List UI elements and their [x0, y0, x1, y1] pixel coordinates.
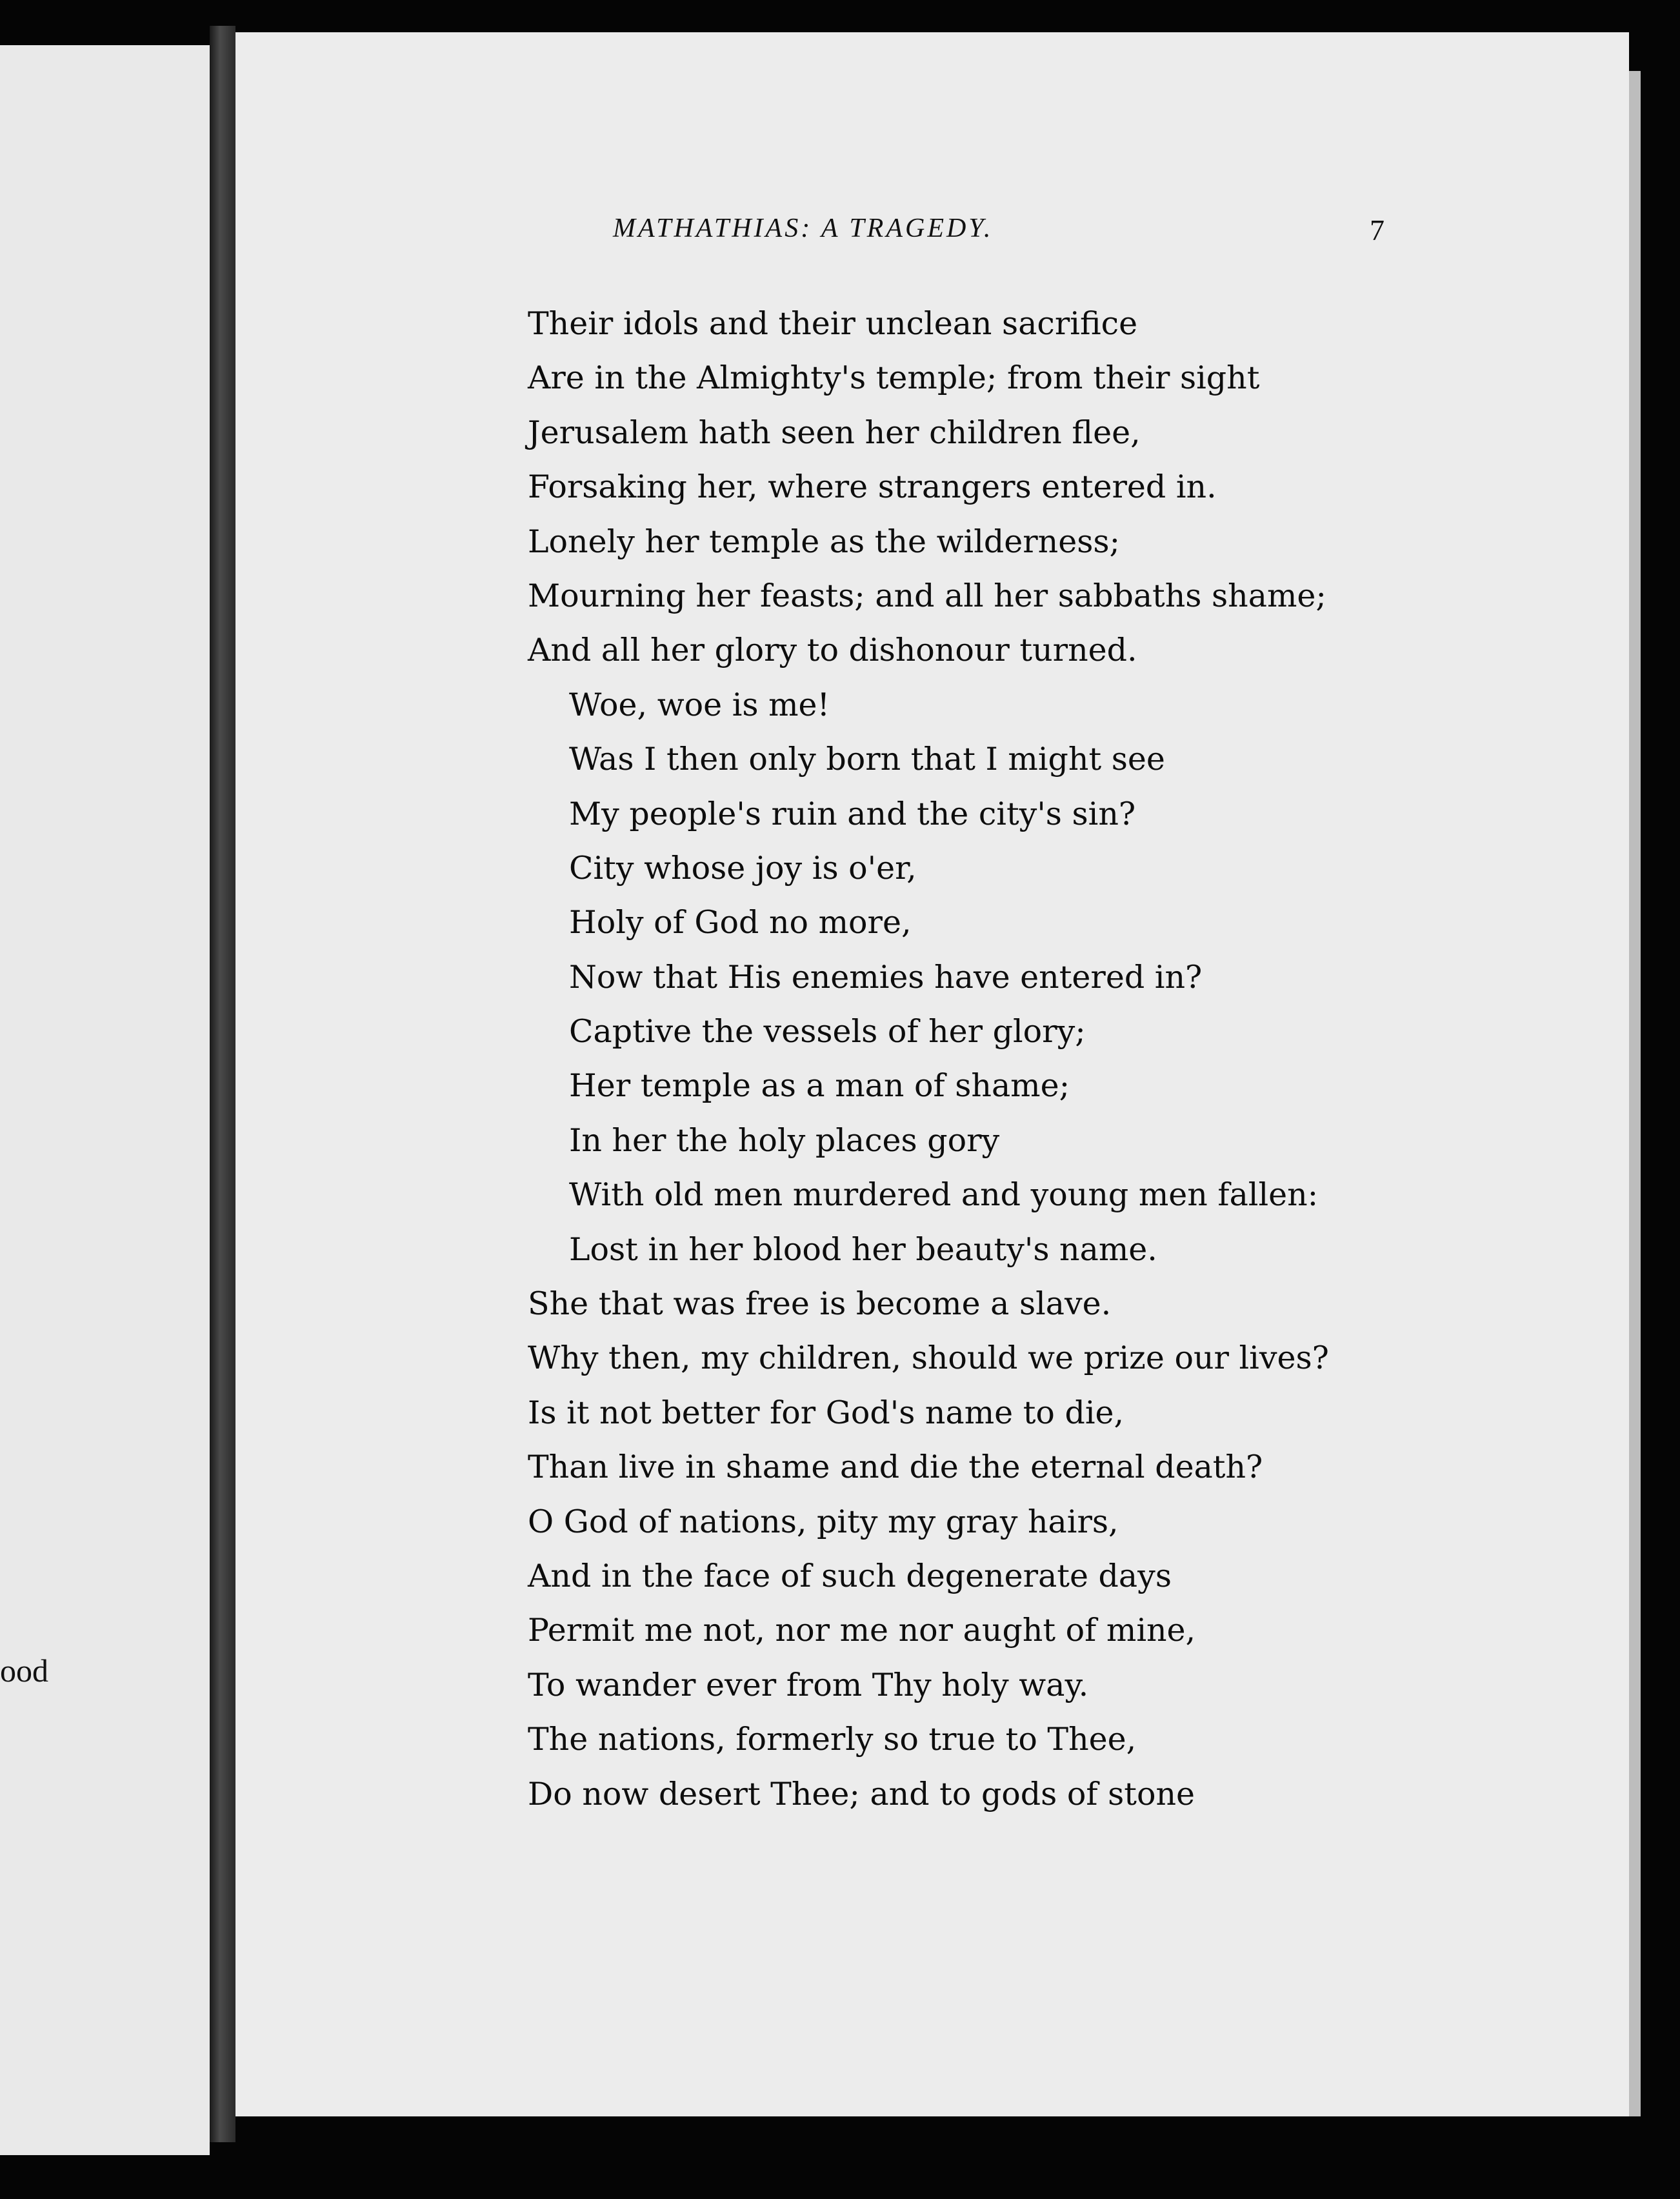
verse-line: Is it not better for God's name to die,	[528, 1394, 1125, 1431]
verse-line-indented: Lost in her blood her beauty's name.	[569, 1230, 1157, 1268]
left-page	[0, 45, 210, 2155]
running-head: MATHATHIAS: A TRAGEDY.	[613, 214, 994, 243]
book-gutter	[210, 26, 235, 2142]
verse-line: Why then, my children, should we prize our lives?	[528, 1340, 1329, 1377]
page-number: 7	[1370, 214, 1385, 246]
verse-line: She that was free is become a slave.	[528, 1285, 1112, 1323]
verse-line: Than live in shame and die the eternal death?	[528, 1449, 1263, 1486]
verse-line: Jerusalem hath seen her children flee,	[528, 414, 1141, 451]
verse-line-indented: Was I then only born that I might see	[569, 741, 1165, 778]
verse-line: The nations, formerly so true to Thee,	[528, 1721, 1137, 1758]
verse-line-indented: Her temple as a man of shame;	[569, 1067, 1070, 1105]
verse-line-indented: In her the holy places gory	[569, 1121, 1000, 1159]
verse-line: Do now desert Thee; and to gods of stone	[528, 1775, 1195, 1812]
verse-line-indented: Holy of God no more,	[569, 904, 912, 941]
verse-line: Are in the Almighty's temple; from their sight	[528, 359, 1260, 397]
verse-line: Permit me not, nor me nor aught of mine,	[528, 1612, 1196, 1649]
verse-line-indented: Captive the vessels of her glory;	[569, 1013, 1086, 1050]
page-edge	[1629, 71, 1641, 2116]
verse-line: To wander ever from Thy holy way.	[528, 1666, 1089, 1703]
verse-block	[528, 297, 1625, 1822]
verse-line-indented: Now that His enemies have entered in?	[569, 958, 1203, 996]
verse-line: And in the face of such degenerate days	[528, 1557, 1172, 1594]
left-page-text-fragment: ood	[0, 1652, 48, 1689]
verse-line-indented: Woe, woe is me!	[569, 686, 830, 723]
verse-line: Mourning her feasts; and all her sabbaths shame;	[528, 577, 1326, 614]
verse-line: And all her glory to dishonour turned.	[528, 632, 1137, 669]
verse-line-indented: With old men murdered and young men fallen:	[569, 1176, 1319, 1214]
verse-line: Forsaking her, where strangers entered in.	[528, 468, 1217, 506]
verse-line: O God of nations, pity my gray hairs,	[528, 1503, 1119, 1540]
verse-line: Their idols and their unclean sacrifice	[528, 305, 1138, 342]
verse-line-indented: City whose joy is o'er,	[569, 849, 917, 887]
verse-line: Lonely her temple as the wilderness;	[528, 523, 1121, 560]
verse-line-indented: My people's ruin and the city's sin?	[569, 795, 1136, 832]
